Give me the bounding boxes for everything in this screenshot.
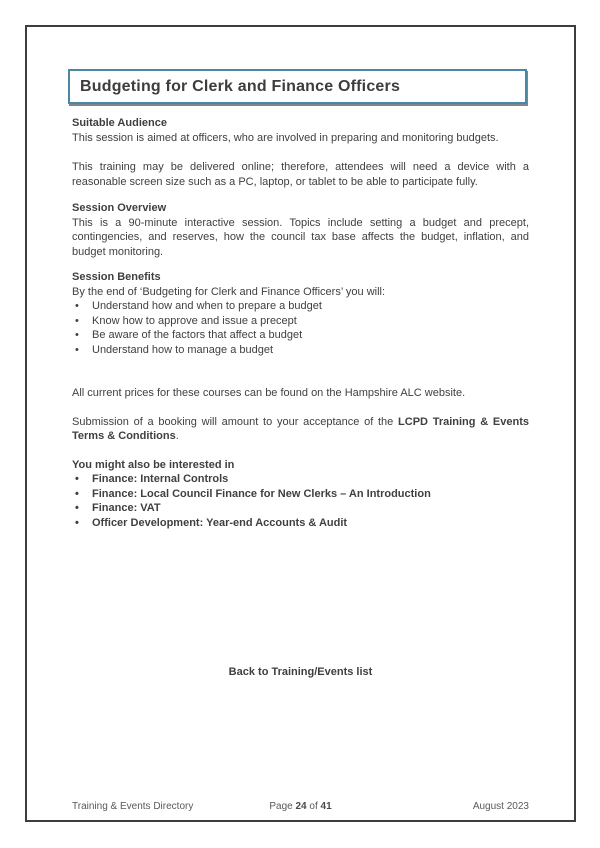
related-course-item: • Finance: Internal Controls (72, 472, 529, 487)
session-overview-heading: Session Overview (72, 202, 167, 214)
related-course-item: • Finance: Local Council Finance for New Clerks – An Introduction (72, 487, 529, 502)
footer-page-total: 41 (320, 801, 332, 812)
suitable-audience-heading: Suitable Audience (72, 117, 167, 129)
booking-terms-bold: LCPD Training & Events Terms & Conditions (72, 415, 529, 442)
page-title: Budgeting for Clerk and Finance Officers (80, 77, 401, 95)
session-overview-para: This is a 90-minute interactive session. Topics include setting a budget and precept, contingencies, and reserves, how the council tax base affects the budget, inflation, and budget monitoring. (72, 216, 529, 258)
footer-page-indicator: Page 24 of 41 (269, 801, 332, 812)
related-courses-heading: You might also be interested in (72, 458, 235, 471)
footer-date-label: August 2023 (472, 801, 529, 812)
booking-terms-para (72, 415, 529, 444)
booking-terms-suffix: . (175, 430, 179, 442)
suitable-audience-para1: This session is aimed at officers, who are involved in preparing and monitoring budgets. (72, 131, 499, 144)
footer-page-number: 24 (295, 801, 307, 812)
page-footer (72, 801, 529, 812)
benefit-item: • Know how to approve and issue a precept (72, 314, 529, 329)
course-title-box (68, 69, 527, 104)
related-course-item: • Finance: VAT (72, 501, 529, 516)
page-content (27, 27, 574, 820)
related-courses-list (72, 472, 529, 530)
booking-terms-prefix: Submission of a booking will amount to your acceptance of the (72, 415, 399, 428)
back-to-training-events-link[interactable]: Back to Training/Events list (228, 666, 373, 678)
suitable-audience-para2: This training may be delivered online; therefore, attendees will need a device with a reasonable screen size such as a PC, laptop, or tablet to be able to participate fully. (72, 161, 529, 188)
benefit-item: • Be aware of the factors that affect a budget (72, 328, 529, 343)
session-benefits-intro: By the end of ‘Budgeting for Clerk and Finance Officers’ you will: (72, 285, 386, 298)
pricing-note: All current prices for these courses can be found on the Hampshire ALC website. (72, 387, 466, 399)
back-link-row (72, 662, 529, 680)
related-course-item: • Officer Development: Year-end Accounts & Audit (72, 516, 529, 531)
benefit-item: • Understand how to manage a budget (72, 343, 529, 358)
session-benefits-heading: Session Benefits (72, 271, 161, 283)
page-frame (25, 25, 576, 822)
benefit-item: • Understand how and when to prepare a budget (72, 299, 529, 314)
session-benefits-list (72, 299, 529, 357)
footer-directory-label: Training & Events Directory (72, 801, 194, 812)
